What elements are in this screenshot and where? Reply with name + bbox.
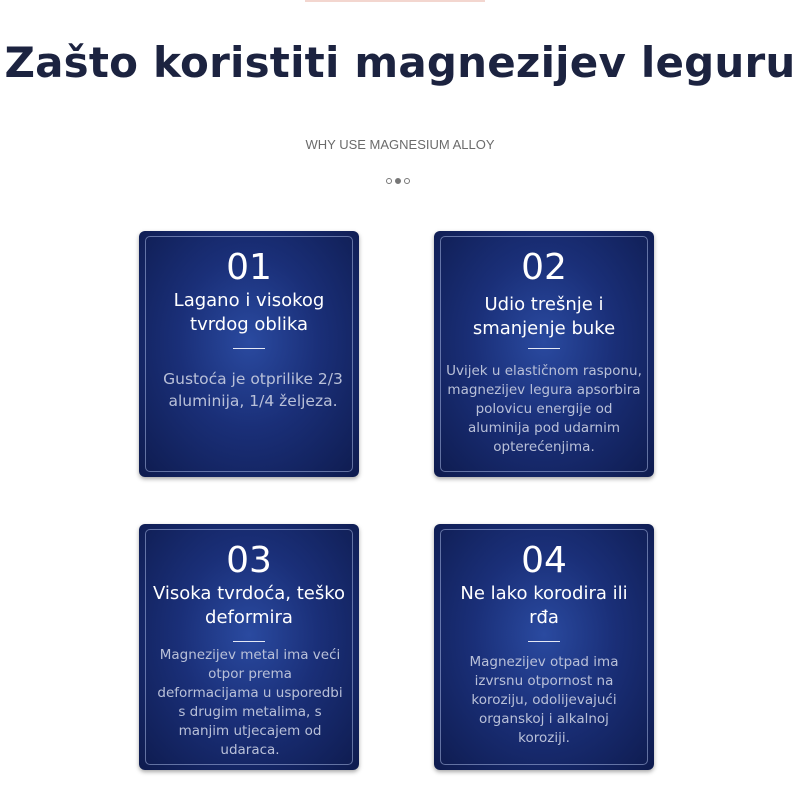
feature-card-02 bbox=[434, 231, 654, 477]
card-title: Ne lako korodira ili rđa bbox=[460, 583, 628, 628]
feature-card-01 bbox=[139, 231, 359, 477]
page-subtitle: WHY USE MAGNESIUM ALLOY bbox=[305, 137, 495, 152]
page-title: Zašto koristiti magnezijev leguru bbox=[4, 38, 796, 87]
feature-card-03 bbox=[139, 524, 359, 770]
card-description: Magnezijev metal ima veći otpor prema deformacijama u usporedbi s drugim metalima, s manjim utjecajem od udaraca. bbox=[157, 647, 343, 758]
dot-icon bbox=[404, 178, 410, 184]
dots-divider-icon bbox=[386, 176, 416, 186]
card-number: 02 bbox=[521, 247, 567, 288]
card-title: Lagano i visokog tvrdog oblika bbox=[173, 290, 325, 335]
dot-icon bbox=[395, 178, 401, 184]
card-number: 04 bbox=[521, 540, 567, 581]
card-description: Uvijek u elastičnom rasponu, magnezijev legura apsorbira polovicu energije od aluminija pod udarnim opterećenjima. bbox=[446, 363, 642, 455]
card-divider bbox=[528, 348, 560, 349]
top-accent-bar bbox=[305, 0, 485, 2]
card-title: Udio trešnje i smanjenje buke bbox=[472, 294, 616, 339]
card-divider bbox=[528, 641, 560, 642]
card-number: 01 bbox=[226, 247, 272, 288]
card-divider bbox=[233, 348, 265, 349]
feature-card-04 bbox=[434, 524, 654, 770]
card-divider bbox=[233, 641, 265, 642]
card-title: Visoka tvrdoća, teško deformira bbox=[152, 583, 346, 628]
dot-icon bbox=[386, 178, 392, 184]
card-description: Magnezijev otpad ima izvrsnu otpornost na koroziju, odolijevajući organskoj i alkalnoj koroziji. bbox=[469, 654, 619, 746]
card-number: 03 bbox=[226, 540, 272, 581]
card-description: Gustoća je otprilike 2/3 aluminija, 1/4 željeza. bbox=[163, 370, 343, 410]
